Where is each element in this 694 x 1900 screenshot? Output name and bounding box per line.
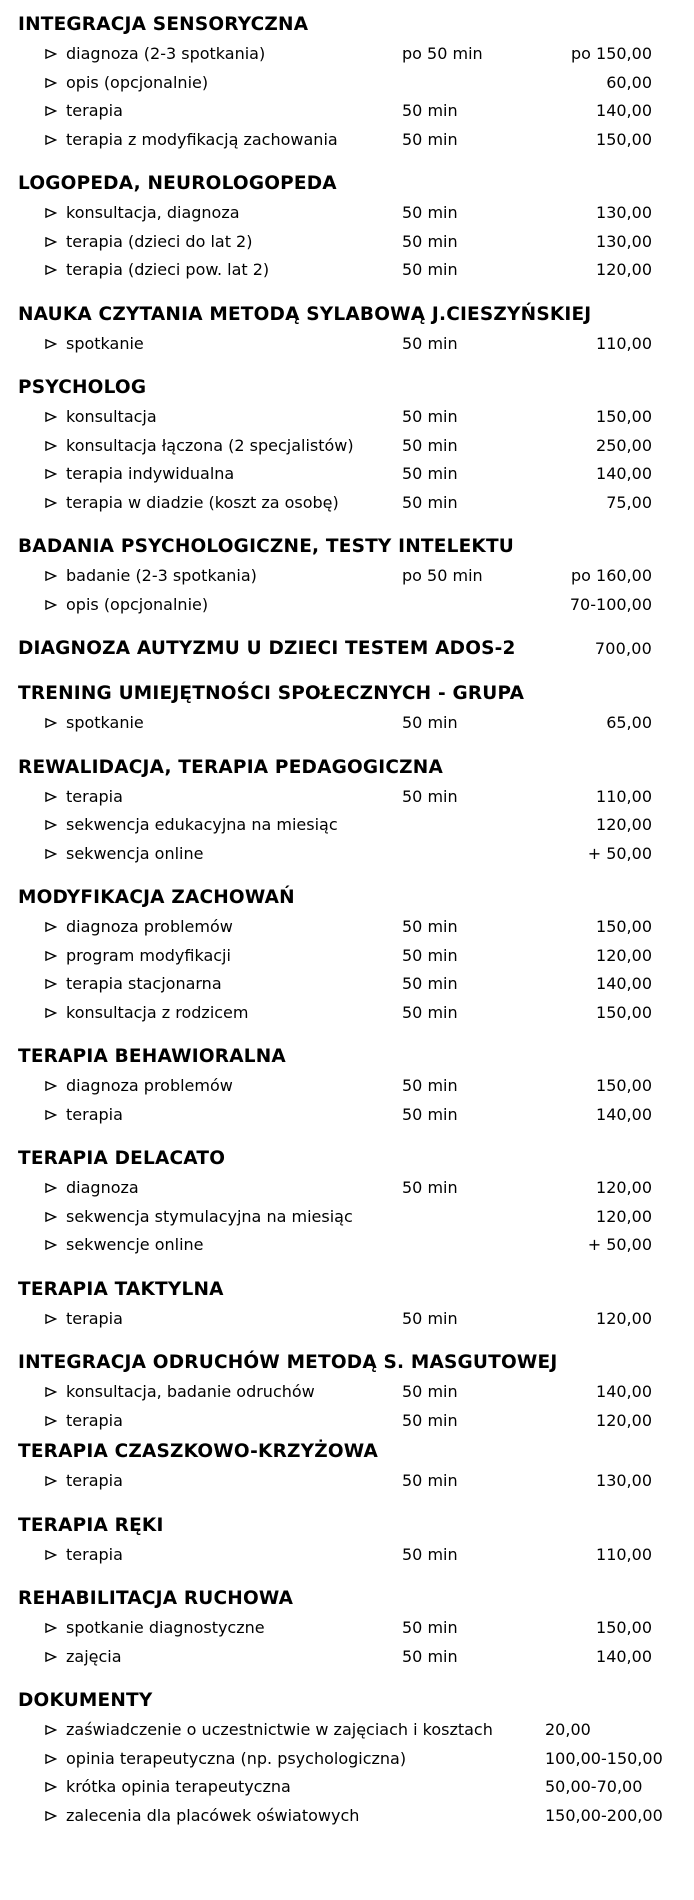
price-section — [0, 1144, 694, 1260]
price-section — [0, 532, 694, 619]
service-name: opinia terapeutyczna (np. psychologiczna) — [66, 1748, 407, 1768]
arrow-bullet-icon — [45, 571, 57, 582]
price-row — [0, 1072, 694, 1101]
price-row — [0, 460, 694, 489]
service-name: opis (opcjonalnie) — [66, 594, 209, 614]
arrow-bullet-icon — [45, 1623, 57, 1634]
price-section — [0, 1042, 694, 1129]
arrow-bullet-icon — [45, 1211, 57, 1222]
service-price: 110,00 — [596, 786, 652, 806]
service-duration: 50 min — [402, 1076, 458, 1095]
section-title: MODYFIKACJA ZACHOWAŃ — [18, 887, 295, 908]
service-name: konsultacja z rodzicem — [66, 1002, 249, 1022]
service-duration: 50 min — [402, 1382, 458, 1401]
arrow-bullet-icon — [45, 950, 57, 961]
section-header-row — [0, 532, 694, 562]
arrow-bullet-icon — [45, 338, 57, 349]
section-header-row — [0, 1511, 694, 1541]
service-price: 150,00 — [596, 1002, 652, 1022]
section-title: INTEGRACJA SENSORYCZNA — [18, 14, 309, 35]
arrow-bullet-icon — [45, 1476, 57, 1487]
arrow-bullet-icon — [45, 1651, 57, 1662]
price-row — [0, 1614, 694, 1643]
service-duration: 50 min — [402, 1646, 458, 1666]
price-row — [0, 199, 694, 228]
price-section — [0, 373, 694, 517]
price-row — [0, 1231, 694, 1260]
arrow-bullet-icon — [45, 1782, 57, 1793]
price-section — [0, 300, 694, 359]
service-price: po 150,00 — [570, 44, 652, 63]
service-duration: 50 min — [402, 101, 458, 120]
price-row — [0, 1802, 694, 1831]
section-title: TERAPIA DELACATO — [18, 1148, 226, 1169]
arrow-bullet-icon — [45, 1240, 57, 1251]
service-name: zalecenia dla placówek oświatowych — [66, 1805, 360, 1825]
price-row — [0, 1716, 694, 1745]
service-price: 150,00 — [596, 1618, 652, 1637]
section-title: TERAPIA TAKTYLNA — [18, 1278, 224, 1300]
service-price: + 50,00 — [587, 1235, 652, 1254]
service-name: terapia stacjonarna — [66, 974, 222, 993]
service-duration: 50 min — [402, 1471, 458, 1490]
service-name: terapia — [66, 1308, 123, 1328]
section-title: NAUKA CZYTANIA METODĄ SYLABOWĄ J.CIESZYŃSKIEJ — [18, 303, 592, 325]
arrow-bullet-icon — [45, 599, 57, 610]
service-price: 120,00 — [596, 260, 652, 279]
arrow-bullet-icon — [45, 412, 57, 423]
section-header-row — [0, 883, 694, 913]
section-header-row — [0, 1144, 694, 1174]
service-name: diagnoza — [66, 1178, 139, 1197]
service-name: sekwencja stymulacyjna na miesiąc — [66, 1206, 353, 1226]
price-section — [0, 883, 694, 1027]
service-price: 140,00 — [596, 1382, 652, 1401]
section-header-row — [0, 300, 694, 330]
section-title: LOGOPEDA, NEUROLOGOPEDA — [18, 173, 337, 194]
price-section — [0, 169, 694, 285]
section-title: DIAGNOZA AUTYZMU U DZIECI TESTEM ADOS-2 — [18, 638, 516, 659]
service-name: zaświadczenie o uczestnictwie w zajęciach i kosztach — [66, 1720, 493, 1739]
arrow-bullet-icon — [45, 791, 57, 802]
service-price: 150,00 — [596, 917, 652, 936]
arrow-bullet-icon — [45, 1387, 57, 1398]
service-duration: 50 min — [402, 1410, 458, 1430]
price-row — [0, 840, 694, 869]
service-name: konsultacja — [66, 407, 157, 426]
price-row — [0, 1541, 694, 1570]
arrow-bullet-icon — [45, 1313, 57, 1324]
arrow-bullet-icon — [45, 718, 57, 729]
service-name: terapia — [66, 786, 123, 806]
price-section — [0, 10, 694, 154]
price-section — [0, 1511, 694, 1570]
arrow-bullet-icon — [45, 497, 57, 508]
price-row — [0, 432, 694, 461]
service-name: terapia — [66, 1104, 123, 1124]
arrow-bullet-icon — [45, 1109, 57, 1120]
service-duration: 50 min — [402, 260, 458, 279]
service-name: terapia (dzieci do lat 2) — [66, 231, 253, 251]
service-name: spotkanie — [66, 713, 144, 732]
price-row — [0, 1643, 694, 1672]
service-duration: 50 min — [402, 974, 458, 993]
service-price: 140,00 — [596, 464, 652, 483]
arrow-bullet-icon — [45, 848, 57, 859]
price-row — [0, 783, 694, 812]
service-name: konsultacja, badanie odruchów — [66, 1382, 315, 1401]
service-name: spotkanie diagnostyczne — [66, 1618, 265, 1637]
arrow-bullet-icon — [45, 1753, 57, 1764]
arrow-bullet-icon — [45, 922, 57, 933]
service-duration: 50 min — [402, 203, 458, 222]
service-duration: 50 min — [402, 492, 458, 512]
service-price: 75,00 — [606, 492, 652, 512]
service-price: 120,00 — [596, 1206, 652, 1226]
arrow-bullet-icon — [45, 106, 57, 117]
service-name: terapia — [66, 1544, 123, 1564]
service-name: sekwencja edukacyjna na miesiąc — [66, 815, 338, 834]
service-duration: 50 min — [402, 1178, 458, 1197]
price-row — [0, 970, 694, 999]
section-title: BADANIA PSYCHOLOGICZNE, TESTY INTELEKTU — [18, 536, 514, 557]
service-price: + 50,00 — [587, 843, 652, 863]
service-price: 130,00 — [596, 1471, 652, 1490]
price-section — [0, 634, 694, 664]
service-price: 120,00 — [596, 1308, 652, 1328]
price-section — [0, 1348, 694, 1435]
service-name: konsultacja łączona (2 specjalistów) — [66, 435, 354, 455]
service-duration: 50 min — [402, 786, 458, 806]
price-row — [0, 1378, 694, 1407]
price-row — [0, 811, 694, 840]
section-header-row — [0, 679, 694, 709]
service-duration: 50 min — [402, 333, 458, 353]
service-name: terapia — [66, 1410, 123, 1430]
section-header-row — [0, 634, 694, 664]
price-row — [0, 562, 694, 591]
service-duration: 50 min — [402, 407, 458, 426]
arrow-bullet-icon — [45, 1183, 57, 1194]
section-header-row — [0, 1348, 694, 1378]
section-title: TRENING UMIEJĘTNOŚCI SPOŁECZNYCH - GRUPA — [18, 683, 525, 704]
price-section — [0, 1437, 694, 1496]
price-row — [0, 999, 694, 1028]
price-row — [0, 1467, 694, 1496]
service-price: 20,00 — [545, 1720, 591, 1739]
section-title: TERAPIA CZASZKOWO-KRZYŻOWA — [18, 1441, 379, 1462]
service-name: spotkanie — [66, 333, 144, 353]
service-price: 130,00 — [596, 203, 652, 222]
service-name: program modyfikacji — [66, 945, 231, 965]
service-duration: 50 min — [402, 1002, 458, 1022]
section-header-row — [0, 10, 694, 40]
service-price: 140,00 — [596, 101, 652, 120]
section-title: DOKUMENTY — [18, 1690, 153, 1711]
arrow-bullet-icon — [45, 469, 57, 480]
service-price: 120,00 — [596, 945, 652, 965]
service-price: 140,00 — [596, 974, 652, 993]
arrow-bullet-icon — [45, 440, 57, 451]
price-section — [0, 1584, 694, 1671]
service-duration: 50 min — [402, 435, 458, 455]
service-name: terapia w diadzie (koszt za osobę) — [66, 492, 339, 512]
arrow-bullet-icon — [45, 1007, 57, 1018]
service-price: 150,00 — [596, 407, 652, 426]
service-price: 150,00 — [596, 1076, 652, 1095]
service-duration: 50 min — [402, 1104, 458, 1124]
price-row — [0, 1407, 694, 1436]
service-duration: 50 min — [402, 1544, 458, 1564]
service-duration: 50 min — [402, 1618, 458, 1637]
service-name: sekwencja online — [66, 843, 204, 863]
section-header-row — [0, 753, 694, 783]
service-price: 100,00-150,00 — [545, 1748, 663, 1768]
service-duration: 50 min — [402, 917, 458, 936]
service-name: opis (opcjonalnie) — [66, 72, 209, 92]
price-row — [0, 69, 694, 98]
service-duration: 50 min — [402, 129, 458, 149]
service-price: 120,00 — [596, 1178, 652, 1197]
price-list — [0, 10, 694, 1830]
arrow-bullet-icon — [45, 49, 57, 60]
section-header-row — [0, 1042, 694, 1072]
section-title: PSYCHOLOG — [18, 377, 147, 398]
price-row — [0, 40, 694, 69]
arrow-bullet-icon — [45, 236, 57, 247]
service-price: 150,00-200,00 — [545, 1805, 663, 1825]
arrow-bullet-icon — [45, 820, 57, 831]
service-price: 120,00 — [596, 1410, 652, 1430]
service-price: 65,00 — [606, 713, 652, 732]
service-price: 130,00 — [596, 231, 652, 251]
arrow-bullet-icon — [45, 265, 57, 276]
service-duration: 50 min — [402, 1308, 458, 1328]
service-name: diagnoza problemów — [66, 917, 233, 936]
service-name: diagnoza problemów — [66, 1076, 233, 1095]
service-duration: 50 min — [402, 713, 458, 732]
arrow-bullet-icon — [45, 208, 57, 219]
price-row — [0, 709, 694, 738]
service-price: 60,00 — [606, 72, 652, 92]
price-row — [0, 403, 694, 432]
price-row — [0, 330, 694, 359]
section-title: TERAPIA BEHAWIORALNA — [18, 1046, 286, 1067]
price-row — [0, 591, 694, 620]
price-row — [0, 126, 694, 155]
service-name: terapia — [66, 1471, 123, 1490]
service-name: diagnoza (2-3 spotkania) — [66, 44, 266, 63]
arrow-bullet-icon — [45, 1725, 57, 1736]
arrow-bullet-icon — [45, 1081, 57, 1092]
section-header-row — [0, 1437, 694, 1467]
section-header-row — [0, 373, 694, 403]
arrow-bullet-icon — [45, 134, 57, 145]
service-name: terapia z modyfikacją zachowania — [66, 129, 338, 149]
price-row — [0, 1203, 694, 1232]
price-row — [0, 1305, 694, 1334]
service-duration: 50 min — [402, 231, 458, 251]
service-name: zajęcia — [66, 1646, 122, 1666]
service-price: 150,00 — [596, 129, 652, 149]
price-row — [0, 97, 694, 126]
price-row — [0, 228, 694, 257]
service-price: 120,00 — [596, 815, 652, 834]
price-row — [0, 1773, 694, 1802]
service-name: konsultacja, diagnoza — [66, 203, 240, 222]
service-price: 110,00 — [596, 1544, 652, 1564]
price-row — [0, 1101, 694, 1130]
price-row — [0, 1174, 694, 1203]
section-price: 700,00 — [594, 639, 652, 658]
price-row — [0, 913, 694, 942]
service-name: krótka opinia terapeutyczna — [66, 1777, 291, 1796]
price-row — [0, 942, 694, 971]
service-name: terapia indywidualna — [66, 464, 235, 483]
service-price: 70-100,00 — [569, 594, 652, 614]
section-header-row — [0, 1275, 694, 1305]
service-name: badanie (2-3 spotkania) — [66, 566, 257, 585]
service-duration: 50 min — [402, 464, 458, 483]
arrow-bullet-icon — [45, 77, 57, 88]
arrow-bullet-icon — [45, 1549, 57, 1560]
service-name: terapia (dzieci pow. lat 2) — [66, 260, 270, 279]
service-name: sekwencje online — [66, 1235, 204, 1254]
section-header-row — [0, 1686, 694, 1716]
service-price: 140,00 — [596, 1646, 652, 1666]
section-title: INTEGRACJA ODRUCHÓW METODĄ S. MASGUTOWEJ — [18, 1352, 558, 1373]
service-duration: 50 min — [402, 945, 458, 965]
service-price: 110,00 — [596, 333, 652, 353]
price-section — [0, 1275, 694, 1334]
service-duration: po 50 min — [402, 44, 483, 63]
section-title: REWALIDACJA, TERAPIA PEDAGOGICZNA — [18, 756, 443, 778]
price-section — [0, 1686, 694, 1830]
section-header-row — [0, 169, 694, 199]
price-row — [0, 1745, 694, 1774]
service-price: 50,00-70,00 — [545, 1777, 643, 1796]
service-duration: po 50 min — [402, 566, 483, 585]
price-row — [0, 489, 694, 518]
section-header-row — [0, 1584, 694, 1614]
section-title: TERAPIA RĘKI — [18, 1514, 164, 1536]
arrow-bullet-icon — [45, 979, 57, 990]
section-title: REHABILITACJA RUCHOWA — [18, 1588, 294, 1609]
service-name: terapia — [66, 101, 123, 120]
price-section — [0, 753, 694, 869]
price-section — [0, 679, 694, 738]
arrow-bullet-icon — [45, 1810, 57, 1821]
service-price: po 160,00 — [570, 566, 652, 585]
price-row — [0, 256, 694, 285]
service-price: 250,00 — [596, 435, 652, 455]
arrow-bullet-icon — [45, 1415, 57, 1426]
service-price: 140,00 — [596, 1104, 652, 1124]
